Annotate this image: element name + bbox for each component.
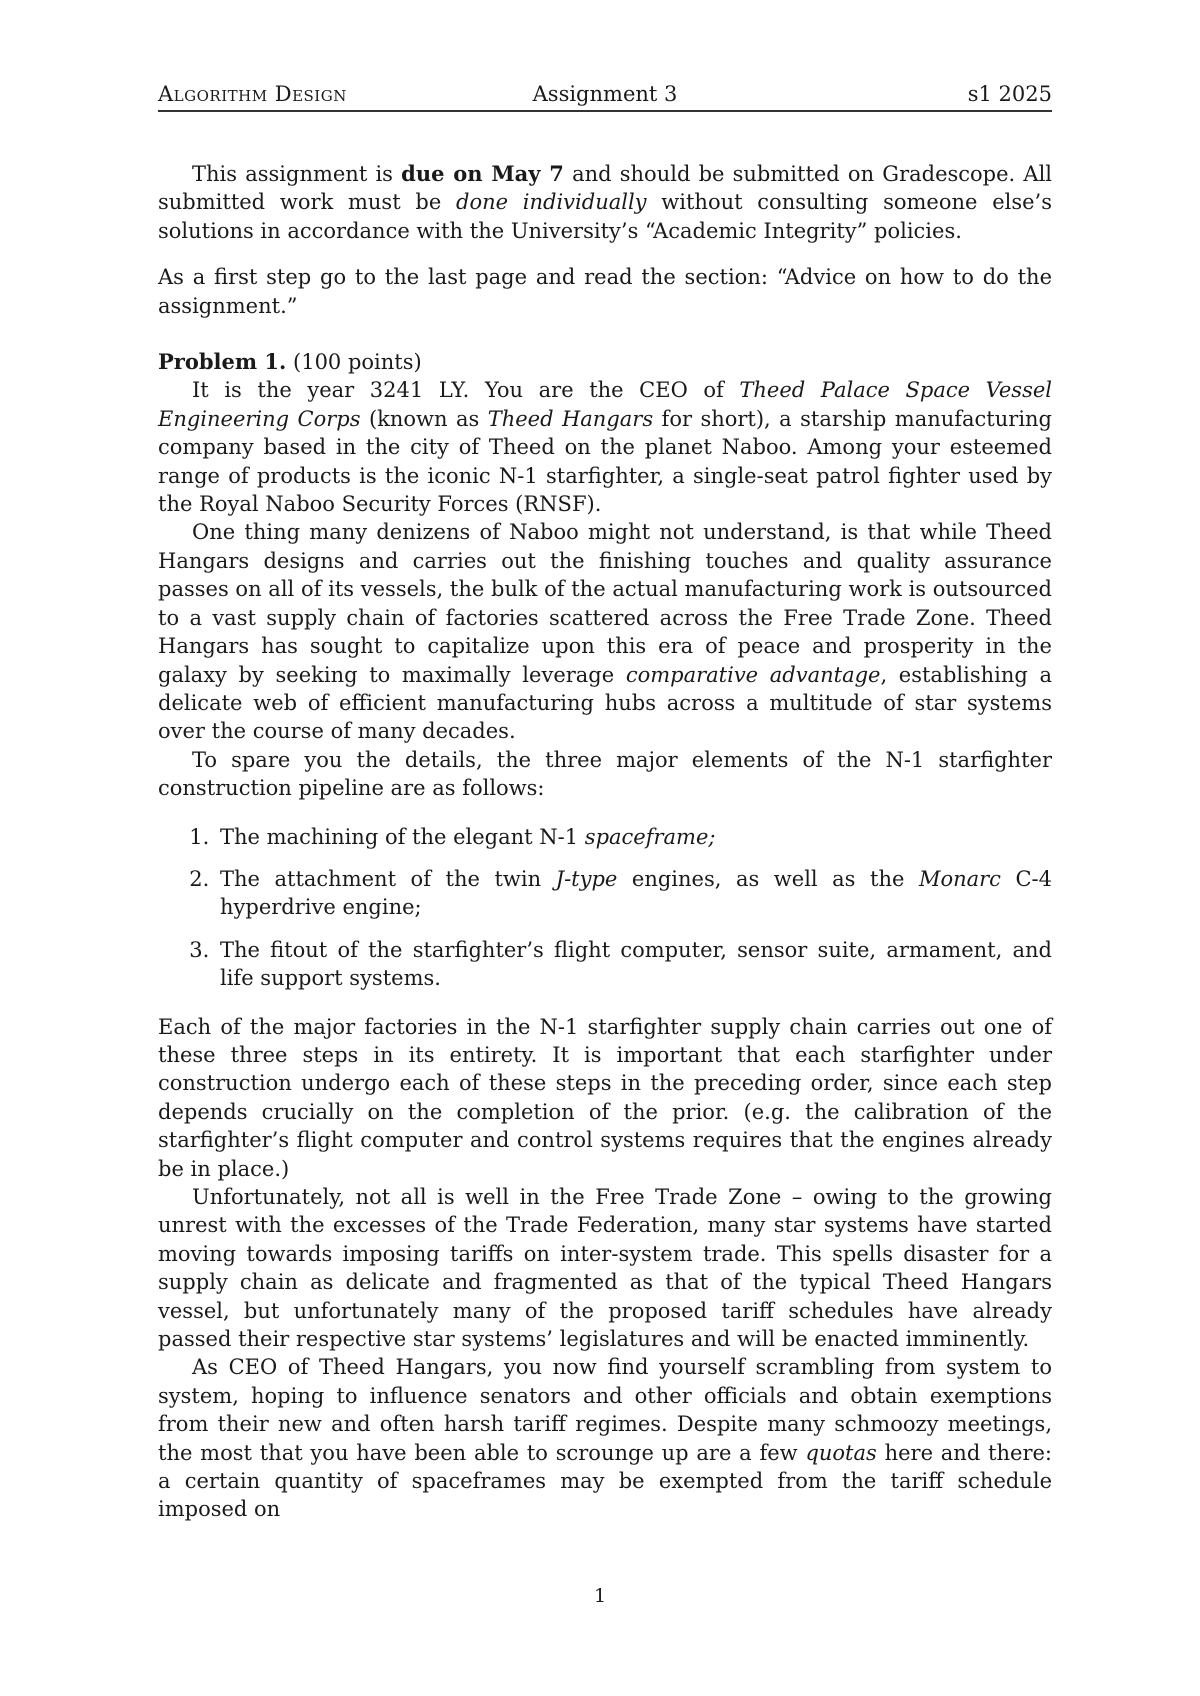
text-run: , establishing a delicate web of efficient manufacturing hubs across a multitude of star systems over the course of many decades. (158, 662, 1052, 744)
term-label: s1 2025 (967, 82, 1052, 106)
intro-paragraph-2: As a first step go to the last page and read the section: “Advice on how to do the assignment.” (158, 265, 1052, 318)
text-run: C-4 hyperdrive engine; (220, 866, 1053, 920)
problem-heading (158, 348, 1052, 376)
document-body (158, 160, 1052, 1524)
list-item: 3. The fitout of the starfighter’s flight computer, sensor suite, armament, and life support systems. (216, 936, 1052, 993)
emphasis: Monarc (918, 866, 1001, 891)
problem-paragraph-2 (158, 518, 1052, 745)
list-item (216, 823, 1052, 851)
problem-paragraph-5: Unfortunately, not all is well in the Free Trade Zone – owing to the growing unrest with the excesses of the Trade Federation, many star systems have started moving towards imposing tariffs on inter-system trade. This spells disaster for a supply chain as delicate and fragmented as that of the typical Theed Hangars vessel, but unfortunately many of the proposed tariff schedules have already passed their respective star systems’ legislatures and will be enacted imminently. (158, 1185, 1052, 1352)
problem-paragraph-4: Each of the major factories in the N-1 starfighter supply chain carries out one of these three steps in its entirety. It is important that each starfighter under construction undergo each of these steps in the preceding order, since each step depends crucially on the completion of the prior. (e.g. the calibration of the starfighter’s flight computer and control systems requires that the engines already be in place.) (158, 1014, 1052, 1181)
text-run: One thing many denizens of Naboo might not understand, is that while Theed Hangars designs and carries out the finishing touches and quality assurance passes on all of its vessels, the bulk of the actual manufacturing work is outsourced to a vast supply chain of factories scattered across the Free Trade Zone. Theed Hangars has sought to capitalize upon this era of peace and prosperity in the galaxy by seeking to maximally leverage (158, 520, 1052, 687)
assignment-title: Assignment 3 (532, 82, 678, 106)
problem-label: Problem 1. (158, 349, 287, 375)
page-header (158, 82, 1052, 112)
text-run: As CEO of Theed Hangars, you now find yourself scrambling from system to system, hoping to influence senators and other officials and obtain exemptions from their new and often harsh tariff regimes. Despite many schmoozy meetings, the most that you have been able to scrounge up are a few (158, 1355, 1052, 1465)
problem-paragraph-3: To spare you the details, the three major elements of the N-1 starfighter construction pipeline are as follows: (158, 747, 1052, 801)
company-short-name: Theed Hangars (487, 406, 654, 431)
text-run: and should be submitted on Gradescope. All submitted work must be (158, 162, 1053, 215)
emphasis: done individually (456, 190, 647, 215)
problem-points: (100 points) (286, 350, 422, 375)
due-date: due on May 7 (401, 161, 564, 186)
text-run: The machining of the elegant N-1 (220, 824, 585, 849)
problem-paragraph-6 (158, 1353, 1052, 1523)
text-run: It is the year 3241 LY. You are the CEO of (192, 378, 740, 403)
text-run: engines, as well as the (617, 866, 919, 891)
emphasis: comparative advantage (625, 662, 881, 687)
text-run: This assignment is (192, 162, 402, 186)
text-run: ; (708, 824, 716, 849)
emphasis: J-type (555, 866, 618, 891)
emphasis: spaceframe (584, 824, 709, 849)
text-run: The attachment of the twin (220, 866, 556, 891)
list-item (216, 865, 1052, 922)
text-run: here and there: a certain quantity of spaceframes may be exempted from the tariff schedule imposed on (158, 1440, 1052, 1522)
emphasis: quotas (805, 1440, 877, 1465)
text-run: without consulting someone else’s solutions in accordance with the University’s “Academic Integrity” policies. (158, 190, 1052, 243)
problem-paragraph-1 (158, 376, 1052, 518)
intro-paragraph-1 (158, 160, 1052, 245)
company-name: Theed Palace Space Vessel Engineering Corps (158, 378, 1053, 431)
page-number: 1 (593, 1585, 607, 1607)
course-name: Algorithm Design (158, 82, 347, 106)
text-run: (known as (360, 406, 488, 431)
pipeline-steps-list (158, 823, 1052, 993)
text-run: for short), a starship manufacturing company based in the city of Theed on the planet Naboo. Among your esteemed range of products is the iconic N-1 starfighter, a single-seat patrol fighter used by the Royal Naboo Security Forces (RNSF). (158, 406, 1052, 517)
